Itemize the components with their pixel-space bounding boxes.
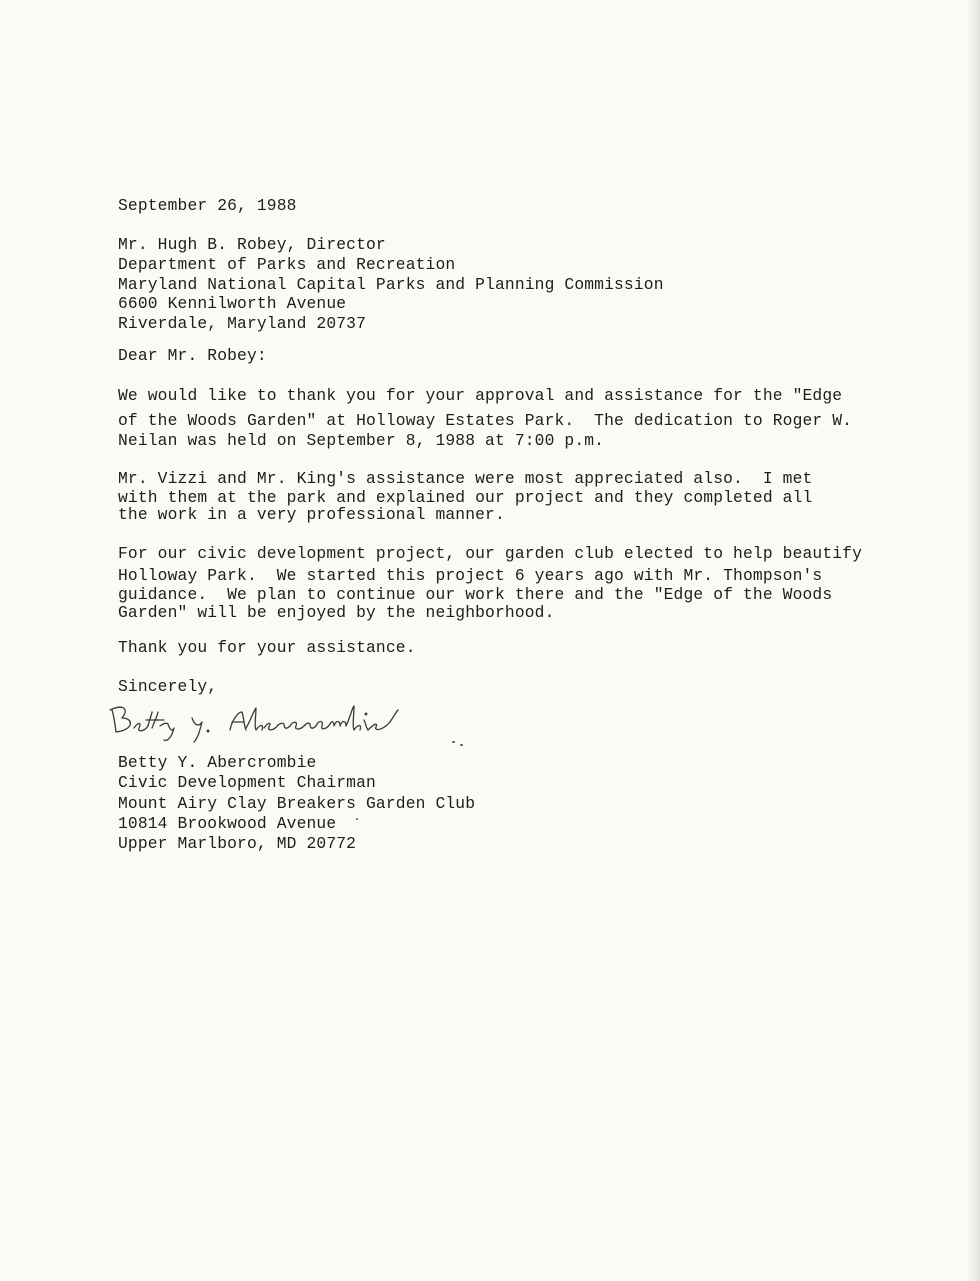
recipient-organization: Maryland National Capital Parks and Planning Commission bbox=[118, 275, 664, 294]
paragraph-line: Holloway Park. We started this project 6 years ago with Mr. Thompson's bbox=[118, 566, 823, 585]
recipient-department: Department of Parks and Recreation bbox=[118, 255, 456, 274]
paragraph-line: We would like to thank you for your approval and assistance for the "Edge bbox=[118, 386, 843, 405]
sender-street: 10814 Brookwood Avenue bbox=[118, 814, 337, 833]
sender-club: Mount Airy Clay Breakers Garden Club bbox=[118, 794, 476, 813]
paragraph-line: For our civic development project, our garden club elected to help beautify bbox=[118, 544, 863, 563]
paragraph-line: the work in a very professional manner. bbox=[118, 505, 505, 524]
sender-title: Civic Development Chairman bbox=[118, 773, 376, 792]
sender-city: Upper Marlboro, MD 20772 bbox=[118, 834, 357, 853]
recipient-name: Mr. Hugh B. Robey, Director bbox=[118, 235, 386, 254]
ink-speck bbox=[356, 818, 358, 820]
paragraph-line: with them at the park and explained our project and they completed all bbox=[118, 488, 813, 507]
letter-date: September 26, 1988 bbox=[118, 196, 297, 215]
paragraph-line: Garden" will be enjoyed by the neighborhood. bbox=[118, 603, 555, 622]
paragraph-line: of the Woods Garden" at Holloway Estates Park. The dedication to Roger W. bbox=[118, 411, 853, 430]
recipient-street: 6600 Kennilworth Avenue bbox=[118, 294, 347, 313]
handwritten-signature bbox=[108, 700, 408, 744]
salutation: Dear Mr. Robey: bbox=[118, 346, 267, 365]
sender-name: Betty Y. Abercrombie bbox=[118, 753, 317, 772]
recipient-city: Riverdale, Maryland 20737 bbox=[118, 314, 367, 333]
paragraph-line: guidance. We plan to continue our work there and the "Edge of the Woods bbox=[118, 585, 833, 604]
paragraph-line: Neilan was held on September 8, 1988 at 7:00 p.m. bbox=[118, 431, 605, 450]
paper-edge-shadow bbox=[966, 0, 980, 1281]
paragraph-line: Mr. Vizzi and Mr. King's assistance were most appreciated also. I met bbox=[118, 469, 813, 488]
thanks-line: Thank you for your assistance. bbox=[118, 638, 416, 657]
ink-speck bbox=[452, 741, 455, 743]
ink-speck bbox=[460, 744, 463, 746]
closing: Sincerely, bbox=[118, 677, 218, 696]
